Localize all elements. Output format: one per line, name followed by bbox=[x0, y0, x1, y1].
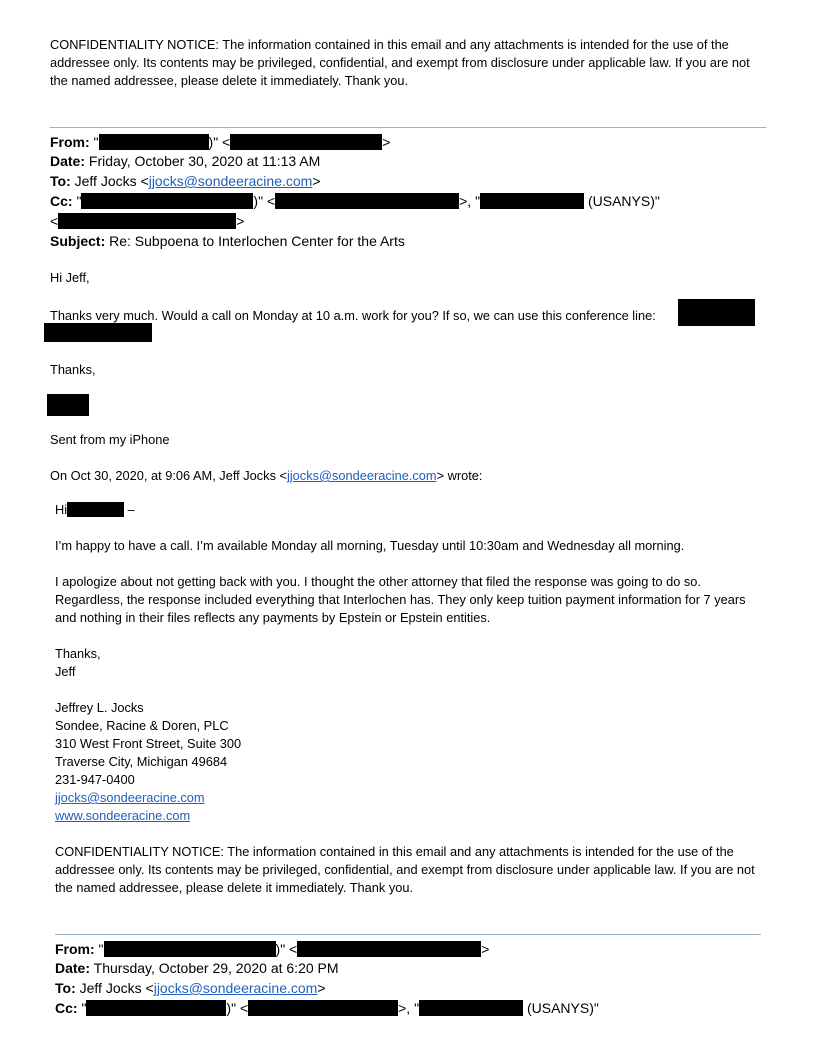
signature-website bbox=[55, 807, 190, 825]
quoted-name: Jeff bbox=[55, 664, 76, 679]
header-divider bbox=[55, 934, 761, 935]
redacted-block bbox=[678, 299, 755, 326]
redacted-block bbox=[58, 213, 236, 229]
to-name: Jeff Jocks bbox=[74, 173, 137, 189]
date-line bbox=[55, 958, 339, 978]
signature-website-link[interactable]: www.sondeeracine.com bbox=[55, 808, 191, 823]
signature-address-1: 310 West Front Street, Suite 300 bbox=[55, 736, 242, 751]
signature-name: Jeffrey L. Jocks bbox=[55, 700, 144, 715]
to-email-link[interactable]: jjocks@sondeeracine.com bbox=[148, 173, 313, 189]
redacted-block bbox=[419, 1000, 523, 1016]
redacted-block bbox=[104, 941, 276, 957]
from-line: From: " )" < > bbox=[50, 134, 391, 150]
redacted-block bbox=[81, 193, 253, 209]
redacted-block bbox=[44, 323, 152, 342]
to-label: To: bbox=[55, 980, 76, 996]
date-label: Date: bbox=[50, 153, 86, 169]
greeting-hi: Hi bbox=[55, 502, 68, 517]
signature-email bbox=[55, 789, 205, 807]
to-line: To: Jeff Jocks <jjocks@sondeeracine.com> bbox=[55, 980, 326, 996]
quoted-thanks: Thanks, bbox=[55, 646, 101, 661]
quoted-para-2: I apologize about not getting back with you. I thought the other attorney that filed the response was going to do so. Regardless, the response included everything that Interlochen has. They only keep tuition payment information for 7 years and nothing in their files reflects any payments by Epstein or Epstein entities. bbox=[55, 574, 746, 625]
from-line: From: " )" < > bbox=[55, 941, 490, 957]
date-value: Thursday, October 29, 2020 at 6:20 PM bbox=[93, 960, 339, 976]
confidentiality-notice: CONFIDENTIALITY NOTICE: The information contained in this email and any attachments is intended for the use of the addressee only. Its contents may be privileged, confidential, and exempt from disclosure under applicable law. If you are not the named addressee, please delete it immediately. Thank you. bbox=[50, 37, 750, 88]
greeting-dash: – bbox=[127, 502, 135, 517]
from-label: From: bbox=[55, 941, 95, 957]
to-email-link[interactable]: jjocks@sondeeracine.com bbox=[153, 980, 318, 996]
cc-line: Cc: " )" < >, " (USANYS)" bbox=[55, 1000, 599, 1016]
cc-usanys: (USANYS)" bbox=[587, 193, 660, 209]
quote-intro bbox=[50, 467, 482, 485]
quote-email-link[interactable]: jjocks@sondeeracine.com bbox=[287, 468, 437, 483]
to-label: To: bbox=[50, 173, 71, 189]
quote-prefix: On Oct 30, 2020, at 9:06 AM, Jeff Jocks < bbox=[50, 468, 287, 483]
cc-usanys: (USANYS)" bbox=[526, 1000, 599, 1016]
signature-firm: Sondee, Racine & Doren, PLC bbox=[55, 718, 229, 733]
from-label: From: bbox=[50, 134, 90, 150]
date-line bbox=[50, 151, 320, 171]
message-body: Thanks very much. Would a call on Monday at 10 a.m. work for you? If so, we can use this conference line: bbox=[50, 308, 656, 323]
cc-label: Cc: bbox=[50, 193, 73, 209]
confidentiality-notice-quoted: CONFIDENTIALITY NOTICE: The information contained in this email and any attachments is intended for the use of the addressee only. Its contents may be privileged, confidential, and exempt from disclosure under applicable law. If you are not the named addressee, please delete it immediately. Thank you. bbox=[55, 844, 755, 895]
to-name: Jeff Jocks bbox=[79, 980, 142, 996]
redacted-block bbox=[297, 941, 481, 957]
date-value: Friday, October 30, 2020 at 11:13 AM bbox=[88, 153, 321, 169]
cc-line-cont: < > bbox=[50, 213, 245, 229]
signature-email-link[interactable]: jjocks@sondeeracine.com bbox=[55, 790, 205, 805]
redacted-block bbox=[275, 193, 459, 209]
cc-line: Cc: " )" < >, " (USANYS)" bbox=[50, 193, 660, 209]
header-divider bbox=[50, 127, 766, 128]
subject-line bbox=[50, 231, 405, 251]
redacted-block bbox=[86, 1000, 226, 1016]
greeting: Hi Jeff, bbox=[50, 270, 90, 285]
cc-label: Cc: bbox=[55, 1000, 78, 1016]
signature-phone: 231-947-0400 bbox=[55, 772, 135, 787]
redacted-block bbox=[99, 134, 209, 150]
redacted-block bbox=[230, 134, 382, 150]
redacted-block bbox=[480, 193, 584, 209]
quote-suffix: > wrote: bbox=[436, 468, 483, 483]
signature-address-2: Traverse City, Michigan 49684 bbox=[55, 754, 228, 769]
subject-value: Re: Subpoena to Interlochen Center for the Arts bbox=[109, 233, 405, 249]
subject-label: Subject: bbox=[50, 233, 106, 249]
redacted-block bbox=[248, 1000, 398, 1016]
redacted-block bbox=[67, 502, 124, 517]
quoted-greeting bbox=[55, 501, 135, 519]
sent-from: Sent from my iPhone bbox=[50, 432, 170, 447]
to-line: To: Jeff Jocks <jjocks@sondeeracine.com> bbox=[50, 173, 321, 189]
date-label: Date: bbox=[55, 960, 91, 976]
thanks: Thanks, bbox=[50, 362, 96, 377]
redacted-signature bbox=[47, 394, 89, 416]
quoted-para-1: I’m happy to have a call. I’m available Monday all morning, Tuesday until 10:30am and Wednesday all morning. bbox=[55, 538, 685, 553]
